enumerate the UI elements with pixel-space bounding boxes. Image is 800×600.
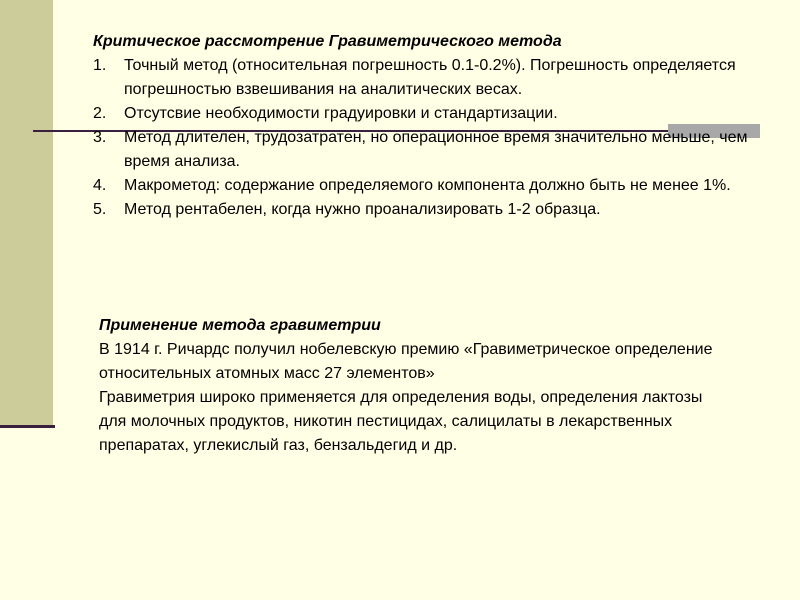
application-section: [99, 314, 719, 458]
review-list: [93, 54, 773, 222]
list-item-number: 5.: [93, 201, 107, 218]
nobel-paragraph: В 1914 г. Ричардс получил нобелевскую премию «Гравиметрическое определение относительных атомных масс 27 элементов»: [99, 341, 713, 382]
list-item: [93, 54, 773, 102]
critical-review-section: [93, 30, 773, 222]
list-item: [93, 174, 773, 198]
section-heading: Применение метода гравиметрии: [99, 317, 381, 334]
list-item-number: 2.: [93, 105, 107, 122]
applications-paragraph: Гравиметрия широко применяется для определения воды, определения лактозы для молочных продуктов, никотин пестицидах, салицилаты в лекарственных препаратах, углекислый газ, бензальдегид и др.: [99, 389, 703, 454]
list-item-text: Точный метод (относительная погрешность 0.1-0.2%). Погрешность определяется погрешностью взвешивания на аналитических весах.: [124, 57, 736, 98]
list-item-number: 1.: [93, 57, 107, 74]
list-item: [93, 198, 773, 222]
list-item: [93, 102, 773, 126]
list-item-number: 3.: [93, 129, 107, 146]
list-item: [93, 126, 773, 174]
section-heading: Критическое рассмотрение Гравиметрического метода: [93, 33, 562, 50]
side-decor-band: [0, 0, 53, 426]
list-item-number: 4.: [93, 177, 107, 194]
side-decor-line: [0, 425, 55, 428]
list-item-text: Отсутсвие необходимости градуировки и стандартизации.: [124, 105, 558, 122]
list-item-text: Метод длителен, трудозатратен, но операционное время значительно меньше, чем время анализа.: [124, 129, 748, 170]
list-item-text: Макрометод: содержание определяемого компонента должно быть не менее 1%.: [124, 177, 731, 194]
list-item-text: Метод рентабелен, когда нужно проанализировать 1-2 образца.: [124, 201, 601, 218]
